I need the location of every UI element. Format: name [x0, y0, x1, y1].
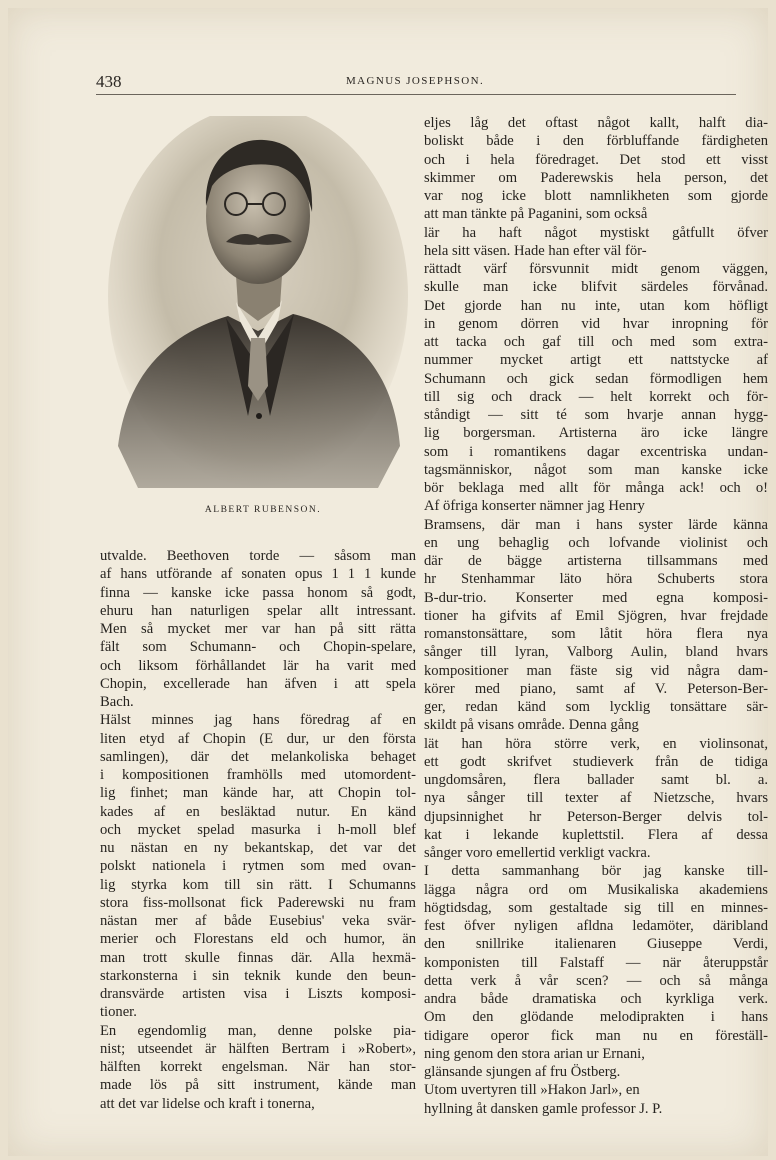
text-line: fest öfver nyligen afldna ledamöter, däribland [424, 918, 768, 934]
text-line: nya sånger till texter af Nietzsche, hvars [424, 790, 768, 807]
text-line: sånger voro emellertid verkligt vackra. [424, 845, 651, 861]
text-line: bör beklaga med allt för många ack! och o! [424, 480, 768, 496]
page-header [96, 72, 736, 95]
text-line: stora fiss-mollsonat fick Paderewski nu fram [100, 894, 416, 911]
text-line: ehuru han naturligen spelar allt intressant. [100, 602, 416, 619]
text-line: hela sitt väsen. Hade han efter väl för- [424, 242, 647, 259]
text-line: polskt nationela i rytmen som med ovan- [100, 858, 416, 875]
text-line: ungdomsåren, flera ballader samt bl. a. [424, 772, 768, 788]
text-line: man trott skulle finnas där. Alla hexmä- [100, 949, 416, 966]
text-line: som i romantikens dagar excentriska undan- [424, 443, 768, 460]
text-line: Schumann och gick sedan förmodligen hem [424, 370, 768, 387]
text-line: lig styrka kom till sin rätt. I Schumanns [100, 876, 416, 893]
text-line: kat i lekande kuplettstil. Flera af dessa [424, 826, 768, 843]
text-line: den snillrike italienaren Giuseppe Verdi, [424, 936, 768, 953]
text-line: Utom uvertyren till »Hakon Jarl», en [424, 1082, 640, 1099]
text-line: ning genom den stora arian ur Ernani, [424, 1045, 645, 1062]
text-line: ger, redan känd som lycklig tonsättare sär- [424, 699, 768, 715]
text-line: körer med piano, samt af V. Peterson-Ber- [424, 680, 768, 697]
text-line: lär ha haft något mystiskt gåtfullt öfver [424, 224, 768, 241]
text-line: skildt på visans område. Denna gång [424, 717, 639, 734]
text-line: samlingen), där det melankoliska behaget [100, 748, 416, 765]
text-line: att tacka och gaf till och med som extra- [424, 334, 768, 350]
text-line: i kompositionen framhölls med utomordent- [100, 767, 416, 783]
text-line: Bach. [100, 694, 134, 710]
text-line: liten etyd af Chopin (E dur, ur den första [100, 730, 416, 747]
text-line: utvalde. Beethoven torde — såsom man [100, 548, 416, 564]
text-line: lig finhet; man kände har, att Chopin tol- [100, 785, 416, 802]
text-line: nummer mycket artigt ett nattstycke af [424, 352, 768, 369]
page-number: 438 [96, 72, 122, 91]
text-line: Det gjorde han nu inte, utan kom höfligt [424, 297, 768, 314]
text-line: rättadt värf försvunnit midt genom väggen, [424, 261, 768, 277]
book-page [8, 8, 768, 1156]
text-line: af hans utförande af sonaten opus 1 1 1 kunde [100, 566, 416, 583]
text-line: detta verk å vår scen? — och så många [424, 972, 768, 989]
text-line: ståndigt — sitt té som hvarje annan hygg- [424, 407, 768, 423]
text-line: Om den glödande melodiprakten i hans [424, 1009, 768, 1026]
text-line: fält som Schumann- och Chopin-spelare, [100, 639, 416, 656]
text-line: lät han höra större verk, en violinsonat, [424, 735, 768, 752]
text-line: ett godt skrifvet studieverk från de tidiga [424, 753, 768, 770]
portrait-engraving [108, 116, 408, 488]
text-line: att det var lidelse och kraft i tonerna, [100, 1095, 315, 1112]
text-line: var nog icke blott namnlikheten som gjorde [424, 188, 768, 204]
text-line: kades af en besläktad nutur. En känd [100, 803, 416, 820]
text-line: hälften korrekt engelsman. När han stor- [100, 1059, 416, 1075]
text-line: komponisten till Falstaff — när återuppstår [424, 954, 768, 971]
text-line: tagsmänniskor, något som man kanske icke [424, 461, 768, 478]
text-line: in genom dörren vid hvar inropning för [424, 315, 768, 332]
text-line: En egendomlig man, denne polske pia- [100, 1022, 416, 1039]
text-line: Af öfriga konserter nämner jag Henry [424, 498, 645, 515]
text-line: sånger till lyran, Valborg Aulin, bland hvars [424, 644, 768, 661]
figure-caption: ALBERT RUBENSON. [204, 505, 322, 515]
text-line: dransvärde artisten visa i Liszts komposi- [100, 986, 416, 1002]
text-line: tioner. [100, 1004, 137, 1021]
left-column-text [100, 547, 416, 1113]
text-line: romanstonsättare, som låtit höra flera nya [424, 626, 768, 642]
text-line: djupsinnighet hr Peterson-Berger delvis tol- [424, 808, 768, 825]
text-line: där de bägge artisterna tillsammans med [424, 553, 768, 569]
text-line: made lös på sitt instrument, kände man [100, 1077, 416, 1094]
text-line: nu nästan en ny bekantskap, det var det [100, 840, 416, 856]
text-line: hyllning åt dansken gamle professor J. P. [424, 1100, 663, 1117]
text-line: boliskt både i den förbluffande färdigheten [424, 133, 768, 150]
text-line: en ung behaglig och lofvande violinist och [424, 534, 768, 551]
text-line: nästan mer af både Eusebius' veka svär- [100, 913, 416, 929]
text-line: och i hela föredraget. Det stod ett visst [424, 151, 768, 168]
text-line: Hälst minnes jag hans föredrag af en [100, 712, 416, 729]
text-line: att man tänkte på Paganini, som också [424, 206, 648, 223]
text-line: och liksom förhållandet lär ha varit med [100, 657, 416, 674]
text-line: tidigare operor fick man nu en föreställ- [424, 1027, 768, 1044]
text-line: lig borgersman. Artisterna äro icke längre [424, 425, 768, 442]
text-line: och mycket spelad masurka i h-moll blef [100, 821, 416, 838]
text-line: skulle man icke blifvit särdeles förvånad. [424, 279, 768, 296]
text-line: starkonsterna i sin teknik kunde den beun- [100, 967, 416, 984]
text-line: I detta sammanhang bör jag kanske till- [424, 863, 768, 880]
text-line: lägga några ord om Musikaliska akademiens [424, 881, 768, 898]
text-line: hr Stenhammar läto höra Schuberts stora [424, 571, 768, 588]
text-line: finna — kanske icke passa honom så godt, [100, 584, 416, 601]
right-column-text [424, 114, 768, 1118]
running-head: MAGNUS JOSEPHSON. [346, 75, 485, 87]
text-line: B-dur-trio. Konserter med egna komposi- [424, 589, 768, 606]
text-line: glänsande sjungen af fru Östberg. [424, 1064, 621, 1080]
text-line: nist; utseendet är hälften Bertram i »Robert», [100, 1040, 416, 1057]
text-line: eljes låg det oftast något kallt, halft dia- [424, 115, 768, 131]
text-line: andra både dramatiska och kyrkliga verk. [424, 991, 768, 1007]
text-line: merier och Florestans eld och humor, än [100, 931, 416, 948]
text-line: tioner ha gifvits af Emil Sjögren, hvar frejdade [424, 607, 768, 624]
text-line: kompositioner man fäste sig vid några dam- [424, 662, 768, 679]
text-line: högtidsdag, som gestaltade sig till en minnes- [424, 899, 768, 916]
text-line: Men så mycket mer var han på sitt rätta [100, 621, 416, 637]
text-line: till sig och drack — helt korrekt och för- [424, 388, 768, 405]
text-line: Chopin, excellerade han äfven i att spela [100, 675, 416, 692]
text-line: skimmer om Paderewskis hela person, det [424, 169, 768, 186]
text-line: Bramsens, där man i hans syster lärde känna [424, 516, 768, 533]
